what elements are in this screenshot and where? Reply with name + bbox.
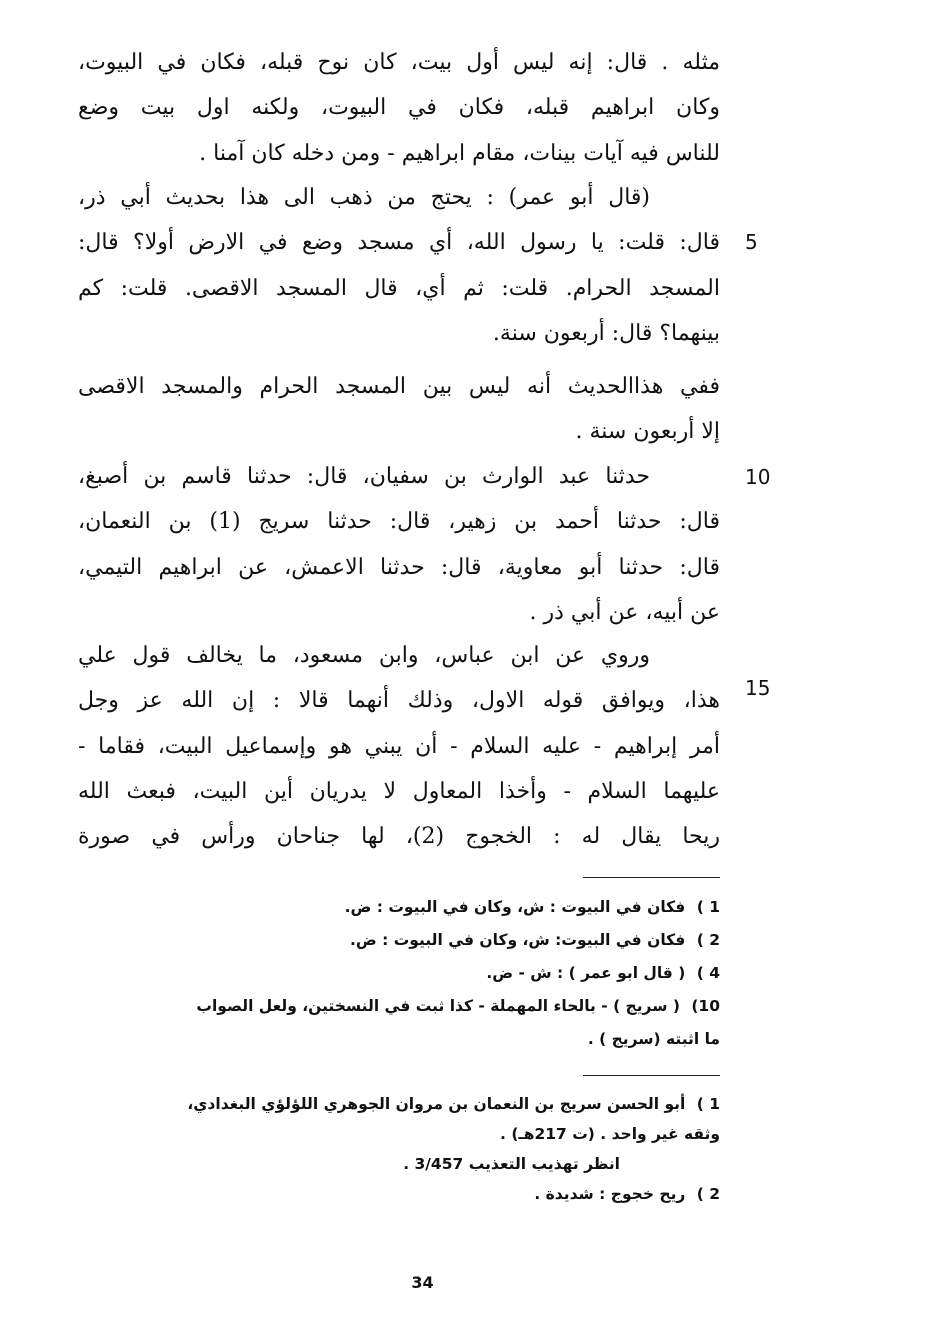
note-text: فكان في البيوت: ش، وكان في البيوت : ض. [349,931,686,949]
line-number-5: 5 [745,230,758,254]
footnote-divider [583,877,720,878]
note-number: 1 ) [696,1095,720,1113]
note-number: 2 ) [696,931,720,949]
text-line: ففي هذاالحديث أنه ليس بين المسجد الحرام والمسجد الاقصى [78,374,720,399]
line-number-15: 15 [745,676,771,700]
footnotes [80,1089,720,1209]
note-text: ما اثبته (سريج ) . [587,1030,720,1048]
text-line: حدثنا عبد الوارث بن سفيان، قال: حدثنا قاسم بن أصبغ، [78,464,650,489]
text-line: قال: حدثنا أحمد بن زهير، قال: حدثنا سريج (1) بن النعمان، [78,509,720,535]
note-number: 4 ) [696,964,720,982]
paragraph-5 [78,633,720,859]
footnote-reference [80,1149,720,1179]
text-line: للناس فيه آيات بينات، مقام ابراهيم - ومن دخله كان آمنا . [199,140,720,166]
text-line: عن أبيه، عن أبي ذر . [529,599,720,625]
page-number: 34 [411,1273,434,1292]
text-line: قال: حدثنا أبو معاوية، قال: حدثنا الاعمش، عن ابراهيم التيمي، [78,554,720,580]
variant-note [80,957,720,990]
note-number: 10) [691,997,720,1015]
variant-note [80,924,720,957]
note-text: ( سريج ) - بالحاء المهملة - كذا ثبت في النسختين، ولعل الصواب [196,997,680,1015]
note-text: أبو الحسن سريج بن النعمان بن مروان الجوهري اللؤلؤي البغدادي، [187,1095,686,1113]
text-line: إلا أربعون سنة . [575,419,720,445]
text-line: قال: قلت: يا رسول الله، أي مسجد وضع في الارض أولا؟ قال: [78,230,720,256]
line-number-10: 10 [745,465,771,489]
footnote-continuation [80,1119,720,1149]
text-line: أمر إبراهيم - عليه السلام - أن يبني هو وإسماعيل البيت، فقاما - [78,733,720,759]
note-text: ريح خجوج : شديدة . [534,1185,686,1203]
text-line: وروي عن ابن عباس، وابن مسعود، ما يخالف قول علي [78,643,650,668]
variant-note [80,891,720,924]
text-line: المسجد الحرام. قلت: ثم أي، قال المسجد الاقصى. قلت: كم [78,275,720,301]
text-line: عليهما السلام - وأخذا المعاول لا يدريان أين البيت، فبعث الله [78,778,720,804]
paragraph-4 [78,454,720,635]
note-text: ( قال ابو عمر ) : ش - ض. [486,964,686,982]
footnote [80,1179,720,1209]
note-number: 2 ) [696,1185,720,1203]
note-text: وثقه غير واحد . (ت 217هـ) . [500,1125,720,1143]
paragraph-2 [78,175,720,356]
variant-notes [80,891,720,1056]
note-number: 1 ) [696,898,720,916]
text-line: ريحا يقال له : الخجوج (2)، لها جناحان ورأس في صورة [78,824,720,850]
text-line: (قال أبو عمر) : يحتج من ذهب الى هذا بحديث أبي ذر، [78,185,650,210]
text-line: هذا، ويوافق قوله الاول، وذلك أنهما قالا : إن الله عز وجل [78,688,720,714]
note-text: فكان في البيوت : ش، وكان في البيوت : ض. [344,898,686,916]
text-line: وكان ابراهيم قبله، فكان في البيوت، ولكنه اول بيت وضع [78,95,720,121]
text-line: بينهما؟ قال: أربعون سنة. [492,320,720,346]
paragraph-3 [78,364,720,455]
paragraph-1 [78,40,720,176]
variant-note-continuation [80,1023,720,1056]
text-line: مثله . قال: إنه ليس أول بيت، كان نوح قبله، فكان في البيوت، [78,50,720,75]
variant-note [80,990,720,1023]
footnote [80,1089,720,1119]
footnote-divider [583,1075,720,1076]
note-text: انظر تهذيب التعذيب 3/457 . [403,1155,620,1173]
